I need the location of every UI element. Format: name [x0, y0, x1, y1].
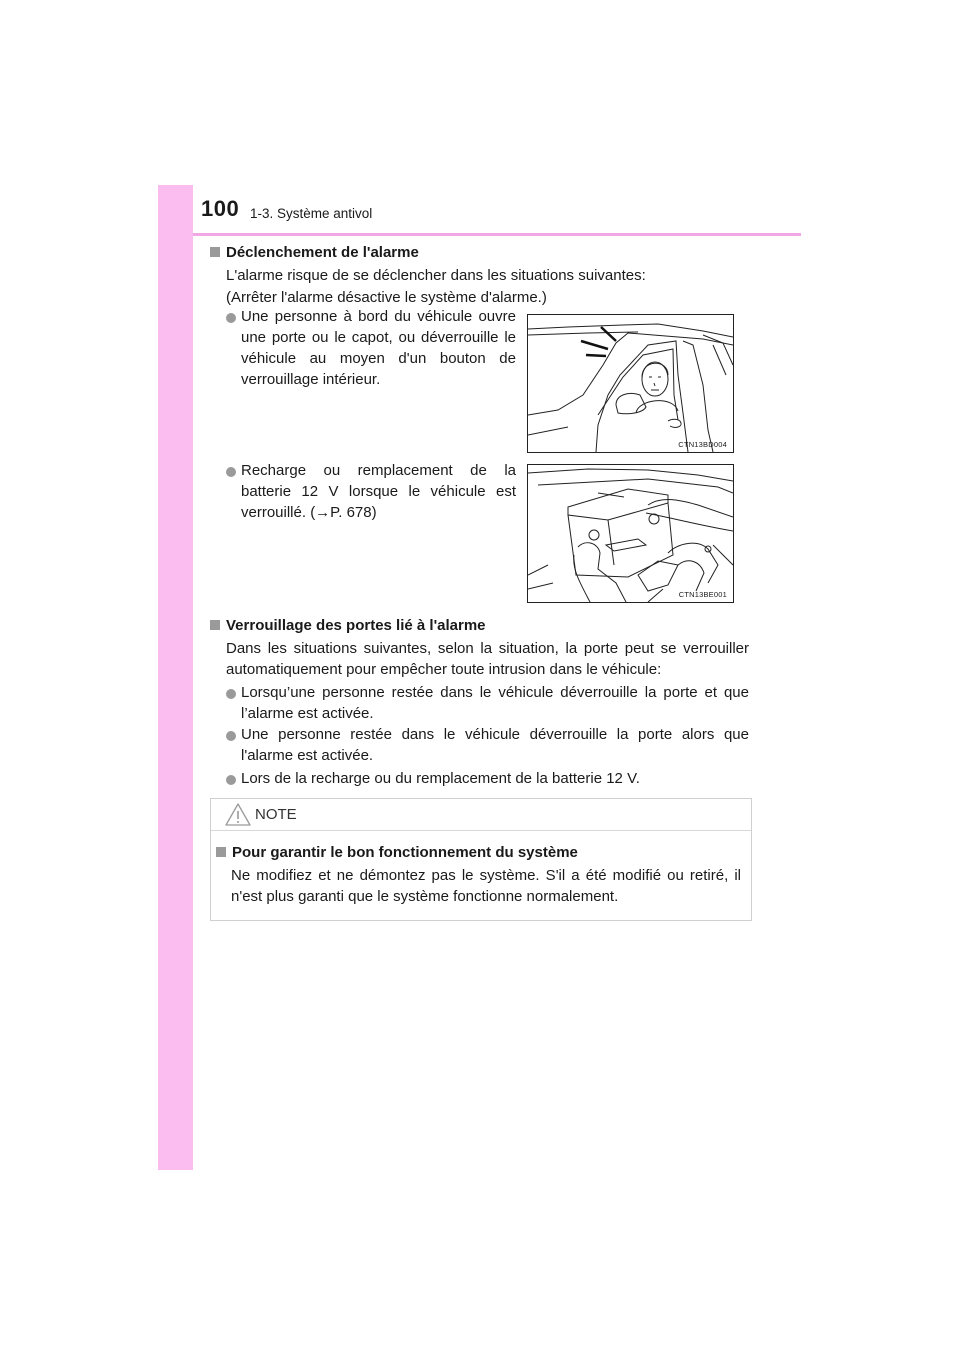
note-header — [211, 799, 751, 831]
bullet-dot-icon — [226, 731, 236, 741]
note-label: NOTE — [255, 806, 297, 823]
section1-intro-line1: L'alarme risque de se déclencher dans les situations suivantes: — [226, 267, 646, 284]
figure-code: CTN13BE001 — [678, 590, 727, 599]
page-number: 100 — [201, 196, 240, 221]
side-tab-strip — [158, 185, 193, 1170]
section1-item-1: Une personne à bord du véhicule ouvre une porte ou le capot, ou déverrouille le véhicule au moyen d'un bouton de verrouillage intérieur. — [241, 308, 516, 388]
section2-item-2: Une personne restée dans le véhicule déverrouille la porte alors que l'alarme est activée. — [241, 726, 749, 764]
section2-item-1: Lorsqu’une personne restée dans le véhicule déverrouille la porte et que l’alarme est activée. — [241, 684, 749, 722]
square-bullet-icon — [210, 247, 220, 257]
section1-title: Déclenchement de l'alarme — [226, 244, 419, 261]
section2-item-3: Lors de la recharge ou du remplacement de la batterie 12 V. — [241, 770, 640, 787]
person-in-car-illustration-icon — [528, 315, 733, 452]
note-box — [210, 798, 752, 921]
header-divider — [193, 233, 801, 236]
section1-heading — [210, 242, 419, 263]
bullet-dot-icon — [226, 775, 236, 785]
section-title: 1-3. Système antivol — [250, 206, 373, 221]
bullet-dot-icon — [226, 689, 236, 699]
section2-intro: Dans les situations suivantes, selon la situation, la porte peut se verrouiller automatiquement pour empêcher toute intrusion dans le véhicule: — [226, 640, 749, 678]
note-title: Pour garantir le bon fonctionnement du système — [232, 844, 578, 861]
square-bullet-icon — [210, 620, 220, 630]
figure-code: CTN13BD004 — [678, 440, 727, 449]
bullet-dot-icon — [226, 313, 236, 323]
section1-item-2: Recharge ou remplacement de la batterie 12 V lorsque le véhicule est verrouillé. (→P. 678) — [241, 462, 516, 521]
section2-heading — [210, 615, 486, 636]
figure-person-in-car — [527, 314, 734, 453]
figure-battery-replacement — [527, 464, 734, 603]
bullet-dot-icon — [226, 467, 236, 477]
battery-replacement-illustration-icon — [528, 465, 733, 602]
square-bullet-icon — [216, 847, 226, 857]
note-heading — [216, 842, 578, 863]
warning-triangle-icon — [225, 803, 251, 826]
section1-intro-line2: (Arrêter l'alarme désactive le système d'alarme.) — [226, 289, 547, 306]
note-text: Ne modifiez et ne démontez pas le système. S'il a été modifié ou retiré, il n'est plus garanti que le système fonctionne normalement. — [231, 867, 741, 905]
section2-title: Verrouillage des portes lié à l'alarme — [226, 617, 486, 634]
